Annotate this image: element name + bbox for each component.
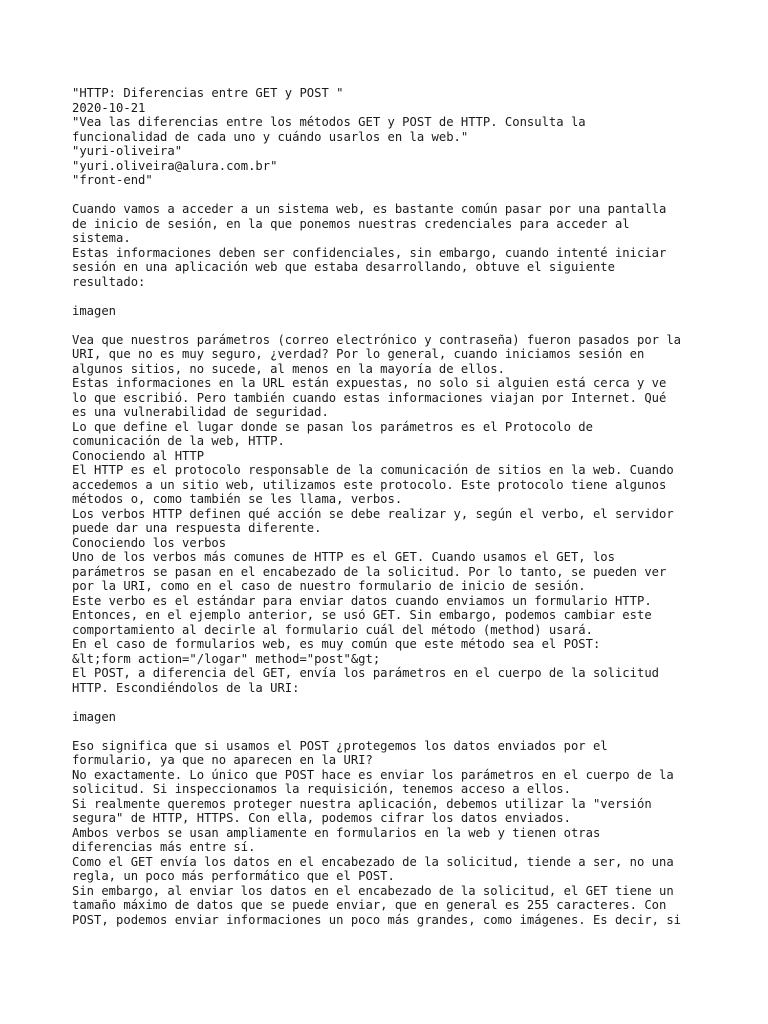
paragraph-line: lo que escribió. Pero también cuando estas informaciones viajan por Internet. Qué xyxy=(72,390,667,405)
paragraph-line: Este verbo es el estándar para enviar datos cuando enviamos un formulario HTTP. xyxy=(72,593,652,608)
paragraph-line: parámetros se pasan en el encabezado de la solicitud. Por lo tanto, se pueden ver xyxy=(72,564,667,579)
paragraph-line: Lo que define el lugar donde se pasan los parámetros es el Protocolo de xyxy=(72,419,593,434)
document-header xyxy=(72,86,732,188)
document-title: "HTTP: Diferencias entre GET y POST " xyxy=(72,86,344,100)
paragraph-line: es una vulnerabilidad de seguridad. xyxy=(72,405,329,419)
paragraph-line: El POST, a diferencia del GET, envía los parámetros en el cuerpo de la solicitud xyxy=(72,666,659,680)
paragraph-line: métodos o, como también se les llama, verbos. xyxy=(72,492,403,506)
paragraph-line: solicitud. Si inspeccionamos la requisición, tenemos acceso a ellos. xyxy=(72,782,571,796)
paragraph-line: Como el GET envía los datos en el encabezado de la solicitud, tiende a ser, no una xyxy=(72,854,674,869)
document-category: "front-end" xyxy=(72,173,153,187)
paragraph-line: algunos sitios, no sucede, al menos en la mayoría de ellos. xyxy=(72,361,505,376)
paragraph-line: comunicación de la web, HTTP. xyxy=(72,434,285,448)
paragraph-line: sesión en una aplicación web que estaba desarrollando, obtuve el siguiente xyxy=(72,260,615,274)
paragraph-line: resultado: xyxy=(72,274,146,289)
document-description-line: funcionalidad de cada uno y cuándo usarlos en la web." xyxy=(72,129,469,144)
paragraph-line: Eso significa que si usamos el POST ¿protegemos los datos enviados por el xyxy=(72,738,608,753)
document-email: "yuri.oliveira@alura.com.br" xyxy=(72,158,278,173)
paragraph-line: sistema. xyxy=(72,231,131,245)
blank-line xyxy=(72,318,732,333)
document-description-line: "Vea las diferencias entre los métodos GET y POST de HTTP. Consulta la xyxy=(72,115,586,129)
paragraph-line: Uno de los verbos más comunes de HTTP es el GET. Cuando usamos el GET, los xyxy=(72,550,615,564)
paragraph-line: No exactamente. Lo único que POST hace es enviar los parámetros en el cuerpo de la xyxy=(72,767,674,782)
paragraph-line: Cuando vamos a acceder a un sistema web, es bastante común pasar por una pantalla xyxy=(72,202,667,216)
paragraph-line: Los verbos HTTP definen qué acción se debe realizar y, según el verbo, el servidor xyxy=(72,506,674,521)
paragraph-line: puede dar una respuesta diferente. xyxy=(72,521,322,535)
paragraph-line: URI, que no es muy seguro, ¿verdad? Por lo general, cuando iniciamos sesión en xyxy=(72,347,645,361)
paragraph-line: de inicio de sesión, en la que ponemos nuestras credenciales para acceder al xyxy=(72,216,630,231)
paragraph-line: segura" de HTTP, HTTPS. Con ella, podemos cifrar los datos enviados. xyxy=(72,811,571,825)
paragraph-line: El HTTP es el protocolo responsable de la comunicación de sitios en la web. Cuando xyxy=(72,463,674,477)
paragraph-line: HTTP. Escondiéndolos de la URI: xyxy=(72,680,300,695)
body-section-http xyxy=(72,333,732,696)
paragraph-line: Estas informaciones en la URL están expuestas, no solo si alguien está cerca y ve xyxy=(72,376,667,390)
code-line: &lt;form action="/logar" method="post"&gt; xyxy=(72,651,381,666)
paragraph-line: En el caso de formularios web, es muy común que este método sea el POST: xyxy=(72,637,601,651)
blank-line xyxy=(72,188,732,203)
body-section-post xyxy=(72,739,732,928)
blank-line xyxy=(72,724,732,739)
image-placeholder: imagen xyxy=(72,303,117,318)
document-author: "yuri-oliveira" xyxy=(72,144,183,158)
paragraph-line: Si realmente queremos proteger nuestra aplicación, debemos utilizar la "versión xyxy=(72,796,652,811)
blank-line xyxy=(72,695,732,710)
paragraph-line: diferencias más entre sí. xyxy=(72,840,256,854)
paragraph-line: Ambos verbos se usan ampliamente en formularios en la web y tienen otras xyxy=(72,825,601,840)
blank-line xyxy=(72,289,732,304)
paragraph-line: Estas informaciones deben ser confidenciales, sin embargo, cuando intenté iniciar xyxy=(72,245,667,260)
image-placeholder: imagen xyxy=(72,709,117,724)
paragraph-line: comportamiento al decirle al formulario cuál del método (method) usará. xyxy=(72,622,593,637)
paragraph-line: tamaño máximo de datos que se puede enviar, que en general es 255 caracteres. Con xyxy=(72,898,667,912)
section-heading: Conociendo al HTTP xyxy=(72,448,205,463)
paragraph-line: formulario, ya que no aparecen en la URI? xyxy=(72,753,373,767)
paragraph-line: Sin embargo, al enviar los datos en el encabezado de la solicitud, el GET tiene un xyxy=(72,883,674,898)
paragraph-line: POST, podemos enviar informaciones un poco más grandes, como imágenes. Es decir, si xyxy=(72,912,682,927)
document-page xyxy=(72,86,732,927)
paragraph-line: accedemos a un sitio web, utilizamos este protocolo. Este protocolo tiene algunos xyxy=(72,477,667,492)
document-date: 2020-10-21 xyxy=(72,100,146,115)
paragraph-line: regla, un poco más performático que el POST. xyxy=(72,869,395,883)
body-section-intro xyxy=(72,202,732,289)
paragraph-line: Vea que nuestros parámetros (correo electrónico y contraseña) fueron pasados por la xyxy=(72,332,682,347)
paragraph-line: por la URI, como en el caso de nuestro formulario de inicio de sesión. xyxy=(72,579,586,593)
section-heading: Conociendo los verbos xyxy=(72,535,227,550)
paragraph-line: Entonces, en el ejemplo anterior, se usó GET. Sin embargo, podemos cambiar este xyxy=(72,608,652,622)
